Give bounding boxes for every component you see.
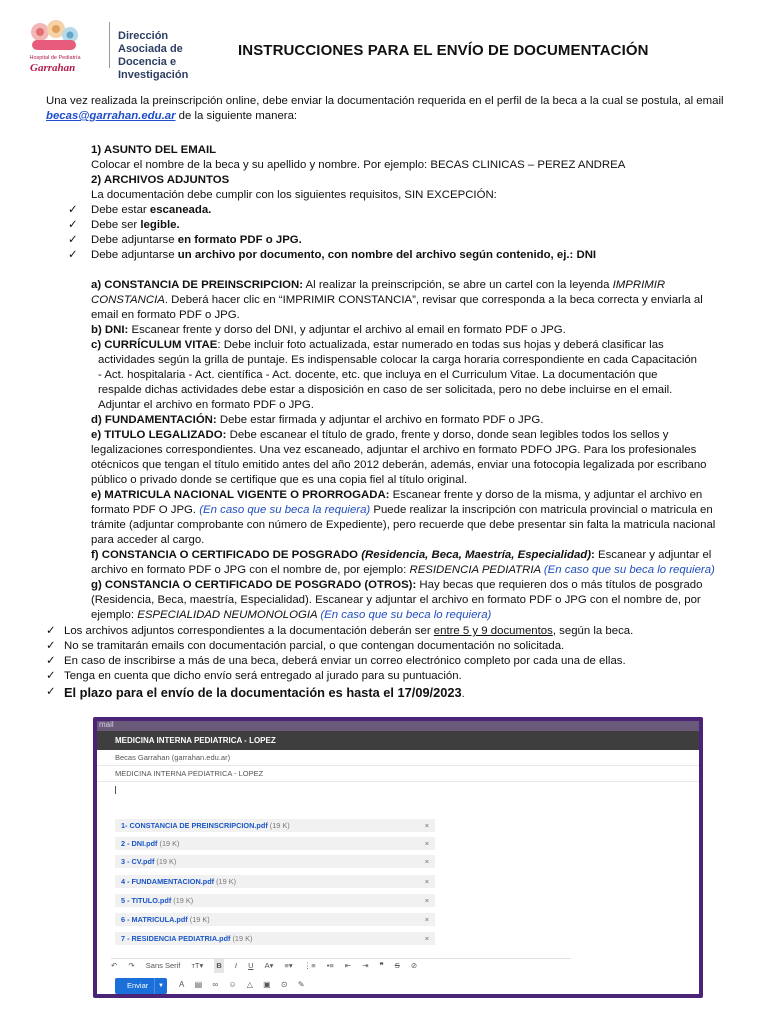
- final-check-item: [46, 669, 726, 684]
- remove-attachment-icon[interactable]: ×: [424, 857, 429, 866]
- mail-app-label: mail: [99, 720, 114, 729]
- adjuntos-text: La documentación debe cumplir con los siguientes requisitos, SIN EXCEPCIÓN:: [91, 189, 497, 201]
- intro-text: Una vez realizada la preinscripción online, debe enviar la documentación requerida en el perfil de la beca a la cual se postula, al email: [46, 95, 724, 107]
- strikethrough-icon[interactable]: S: [394, 961, 400, 970]
- attachment-name: 4 - FUNDAMENTACION.pdf: [121, 877, 215, 886]
- attachment-size: (19 K): [189, 915, 210, 924]
- final-check-item: [46, 654, 726, 669]
- attachment-chip[interactable]: [115, 837, 435, 850]
- item-a-label: a) CONSTANCIA DE PREINSCRIPCION:: [91, 279, 304, 291]
- item-c-continued: [46, 353, 726, 413]
- recipient-field[interactable]: Becas Garrahan (garrahan.edu.ar): [97, 750, 699, 766]
- asunto-text: Colocar el nombre de la beca y su apellido y nombre. Por ejemplo: BECAS CLINICAS – PEREZ ANDREA: [91, 159, 626, 171]
- attachment-name: 5 - TITULO.pdf: [121, 896, 172, 905]
- item-c-line: - Act. hospitalaria - Act. científica - Act. docente, etc. que incluya en el Curriculum Vitae. La documentación que: [98, 369, 658, 381]
- item-e-matricula: [46, 488, 726, 548]
- requirement-bold: en formato PDF o JPG.: [177, 234, 302, 246]
- final-check-text: Los archivos adjuntos correspondientes a la documentación deberán ser: [64, 625, 434, 637]
- intro-paragraph: [46, 94, 726, 124]
- item-b: [46, 323, 726, 338]
- item-f-label: f) CONSTANCIA O CERTIFICADO DE POSGRADO: [91, 549, 362, 561]
- font-select[interactable]: Sans Serif: [145, 961, 181, 970]
- attachment-name: 6 - MATRICULA.pdf: [121, 915, 188, 924]
- check-icon: ✓: [68, 219, 78, 231]
- requirement-note: (En caso que su beca la requiera): [199, 504, 371, 516]
- requirement-text: Debe estar: [91, 204, 150, 216]
- remove-attachment-icon[interactable]: ×: [424, 821, 429, 830]
- attachment-name: 7 - RESIDENCIA PEDIATRIA.pdf: [121, 934, 231, 943]
- requirement-bold: escaneada.: [149, 204, 212, 216]
- remove-attachment-icon[interactable]: ×: [424, 877, 429, 886]
- remove-attachment-icon[interactable]: ×: [424, 839, 429, 848]
- attachment-chip[interactable]: [115, 875, 435, 888]
- signature-icon[interactable]: ✎: [297, 980, 305, 989]
- indent-more-icon[interactable]: ⇥: [362, 961, 369, 970]
- requirement-item: [46, 248, 726, 263]
- hospital-brand: Garrahan: [30, 62, 76, 74]
- chevron-down-icon[interactable]: ▼: [154, 978, 167, 994]
- final-check-text: Tenga en cuenta que dicho envío será entregado al jurado para su puntuación.: [64, 670, 462, 682]
- item-f: [46, 548, 726, 578]
- attachment-chip[interactable]: [115, 855, 435, 868]
- item-c-text: : Debe incluir foto actualizada, estar numerado en todas sus hojas y deberá clasificar las: [217, 339, 664, 351]
- final-check-item: [46, 624, 726, 639]
- underline-icon[interactable]: U: [248, 961, 254, 970]
- item-d-text: Debe estar firmada y adjuntar el archivo en formato PDF o JPG.: [216, 414, 544, 426]
- numbered-list-icon[interactable]: ⋮≡: [303, 961, 316, 970]
- asunto-heading: 1) ASUNTO DEL EMAIL: [91, 144, 217, 156]
- confidential-mode-icon[interactable]: ⊙: [280, 980, 288, 989]
- quote-icon[interactable]: ❞: [379, 961, 384, 970]
- attachment-size: (19 K): [216, 877, 236, 886]
- requirement-text: Debe adjuntarse: [91, 249, 178, 261]
- item-a-text: Al realizar la preinscripción, se abre un cartel con la leyenda: [303, 279, 613, 291]
- item-e-titulo-text: Debe escanear el título de grado, frente y dorso, donde sean legibles todos los sellos y legalizaciones correspondientes. Una vez escaneado, adjuntar el archivo en formato PDFO JPG. Para los profesionales otécnicos que tengan el título emitido antes del año 2012 deberán, además, enviar una fotocopia legalizada por escribano público o privado donde se certifique que es una copia fiel al título original.: [91, 429, 707, 486]
- insert-photo-icon[interactable]: ▣: [263, 980, 271, 989]
- email-example-screenshot: [93, 717, 703, 998]
- attachment-chip[interactable]: [115, 932, 435, 945]
- item-g-label: g) CONSTANCIA O CERTIFICADO DE POSGRADO (OTROS):: [91, 579, 417, 591]
- requirement-item: [46, 218, 726, 233]
- item-g-text: Hay becas que requieren dos o más títulos de posgrado (Residencia, Beca, maestría, Especialidad). Escanear y adjuntar el archivo en formato PDF o JPG con el nombre de, por ejemplo:: [91, 579, 703, 621]
- bold-icon[interactable]: B: [214, 959, 223, 973]
- subject-field[interactable]: MEDICINA INTERNA PEDIATRICA - LOPEZ: [97, 766, 699, 782]
- send-button[interactable]: [115, 978, 167, 994]
- attachment-chip[interactable]: [115, 894, 435, 907]
- remove-attachment-icon[interactable]: ×: [424, 934, 429, 943]
- check-icon: ✓: [46, 686, 56, 698]
- mail-app-bar: [97, 721, 699, 731]
- requirement-item: [46, 233, 726, 248]
- item-b-label: b) DNI:: [91, 324, 129, 336]
- requirement-bold: un archivo por documento, con nombre del archivo según contenido, ej.: DNI: [177, 249, 597, 261]
- requirement-note: (En caso que su beca lo requiera): [317, 609, 492, 621]
- requirement-item: [46, 203, 726, 218]
- compose-actions: [179, 980, 313, 989]
- deadline-text: El plazo para el envío de la documentación es hasta el 17/09/2023: [64, 685, 462, 700]
- check-icon: ✓: [68, 204, 78, 216]
- item-c-line: Adjuntar el archivo en formato PDF o JPG.: [98, 399, 314, 411]
- check-icon: ✓: [46, 670, 56, 682]
- page-title: INSTRUCCIONES PARA EL ENVÍO DE DOCUMENTACIÓN: [238, 42, 649, 59]
- attachment-chip[interactable]: [115, 913, 435, 926]
- org-name-line2: Docencia e Investigación: [118, 56, 189, 81]
- formatting-toolbar: [111, 958, 571, 973]
- formatting-options-icon[interactable]: A: [179, 980, 185, 989]
- attachment-size: (19 K): [269, 821, 290, 830]
- logo-divider: [109, 22, 110, 68]
- final-check-underlined: entre 5 y 9 documentos: [433, 625, 553, 637]
- check-icon: ✓: [68, 234, 78, 246]
- item-f-example: RESIDENCIA PEDIATRIA: [409, 564, 541, 576]
- item-f-italic: (Residencia, Beca, Maestría, Especialidad): [361, 549, 592, 561]
- deadline-item: [46, 684, 726, 703]
- item-g-example: ESPECIALIDAD NEUMONOLOGIA: [137, 609, 318, 621]
- requirement-note: (En caso que su beca lo requiera): [540, 564, 715, 576]
- item-c: [46, 338, 726, 353]
- final-check-text: En caso de inscribirse a más de una beca, deberá enviar un correo electrónico completo por cada una de ellas.: [64, 655, 626, 667]
- font-size-icon[interactable]: тT▾: [191, 961, 204, 970]
- remove-format-icon[interactable]: ⊘: [410, 961, 418, 970]
- deadline-period: .: [461, 688, 465, 700]
- requirement-text: Debe adjuntarse: [91, 234, 178, 246]
- hospital-logo: [26, 18, 216, 81]
- item-f-colon: :: [591, 549, 595, 561]
- attachment-name: 2 - DNI.pdf: [121, 839, 158, 848]
- requirement-text: Debe ser: [91, 219, 141, 231]
- item-f-text: Escanear y adjuntar el archivo en formato PDF o JPG con el nombre de, por ejemplo:: [91, 549, 712, 576]
- final-check-text-end: , según la beca.: [552, 625, 634, 637]
- item-e-titulo-label: e) TITULO LEGALIZADO:: [91, 429, 227, 441]
- attachment-chip[interactable]: [115, 819, 435, 832]
- final-check-text: No se tramitarán emails con documentación parcial, o que contengan documentación no solicitada.: [64, 640, 565, 652]
- check-icon: ✓: [68, 249, 78, 261]
- item-c-label: c) CURRÍCULUM VITAE: [91, 339, 218, 351]
- attach-file-icon[interactable]: ▤: [194, 980, 203, 989]
- adjuntos-heading: 2) ARCHIVOS ADJUNTOS: [91, 174, 230, 186]
- document-body: [46, 94, 726, 703]
- intro-text-end: de la siguiente manera:: [175, 110, 298, 122]
- item-c-line: actividades según la grilla de puntaje. Es indispensable colocar la carga horaria correspondiente en cada Capacitación: [98, 354, 698, 366]
- insert-link-icon[interactable]: ∞: [212, 980, 219, 989]
- attachment-size: (19 K): [173, 896, 194, 905]
- check-icon: ✓: [46, 655, 56, 667]
- item-b-text: Escanear frente y dorso del DNI, y adjuntar el archivo al email en formato PDF o JPG.: [128, 324, 566, 336]
- compose-window-title: MEDICINA INTERNA PEDIATRICA - LOPEZ: [97, 731, 699, 750]
- item-e-matricula-text2: Puede realizar la inscripción con matricula provincial o matricula en trámite (adjuntar comprobante con número de Expediente), pero recuerde que debe presentar sin falta la matricula nacional para acceder al cargo.: [91, 504, 716, 546]
- text-color-icon[interactable]: A▾: [264, 961, 274, 970]
- item-a-italic: IMPRIMIR CONSTANCIA: [91, 279, 666, 306]
- send-label: Enviar: [127, 981, 149, 990]
- check-icon: ✓: [46, 640, 56, 652]
- undo-icon[interactable]: ↶: [111, 961, 118, 970]
- attachment-size: (19 K): [232, 934, 253, 943]
- text-cursor: [115, 786, 116, 794]
- item-e-matricula-label: e) MATRICULA NACIONAL VIGENTE O PRORROGADA:: [91, 489, 390, 501]
- attachment-name: 1- CONSTANCIA DE PREINSCRIPCION.pdf: [121, 821, 268, 830]
- bulleted-list-icon[interactable]: •≡: [326, 961, 334, 970]
- item-a-text2: . Deberá hacer clic en “IMPRIMIR CONSTANCIA”, revisar que corresponda a la beca correcta y enviarla al email en formato PDF o JPG.: [91, 294, 703, 321]
- org-name-line1: Dirección Asociada de: [118, 30, 183, 55]
- hospital-small-label: Hospital de Pediatría: [29, 55, 81, 61]
- item-e-titulo: [46, 428, 726, 488]
- indent-less-icon[interactable]: ⇤: [344, 961, 352, 970]
- org-name: [118, 30, 216, 82]
- attachment-size: (19 K): [156, 857, 177, 866]
- redo-icon[interactable]: ↷: [128, 961, 135, 970]
- attachment-name: 3 - CV.pdf: [121, 857, 155, 866]
- drive-icon[interactable]: △: [246, 980, 253, 989]
- requirement-bold: legible.: [140, 219, 180, 231]
- check-icon: ✓: [46, 625, 56, 637]
- compose-window: [97, 731, 699, 994]
- item-d: [46, 413, 726, 428]
- item-e-matricula-text: Escanear frente y dorso de la misma, y adjuntar el archivo en formato PDF O JPG.: [91, 489, 703, 516]
- email-link[interactable]: becas@garrahan.edu.ar: [46, 110, 176, 122]
- italic-icon[interactable]: I: [234, 961, 237, 970]
- item-g: [46, 578, 726, 623]
- align-icon[interactable]: ≡▾: [284, 961, 293, 970]
- item-a: [46, 278, 726, 323]
- emoji-icon[interactable]: ☺: [228, 980, 237, 989]
- remove-attachment-icon[interactable]: ×: [424, 915, 429, 924]
- remove-attachment-icon[interactable]: ×: [424, 896, 429, 905]
- item-d-label: d) FUNDAMENTACIÓN:: [91, 414, 217, 426]
- item-c-line: respalde dichas actividades debe estar a disposición en caso de ser solicitada, pero no debe incluirse en el email.: [98, 384, 673, 396]
- attachment-size: (19 K): [159, 839, 180, 848]
- final-check-item: [46, 639, 726, 654]
